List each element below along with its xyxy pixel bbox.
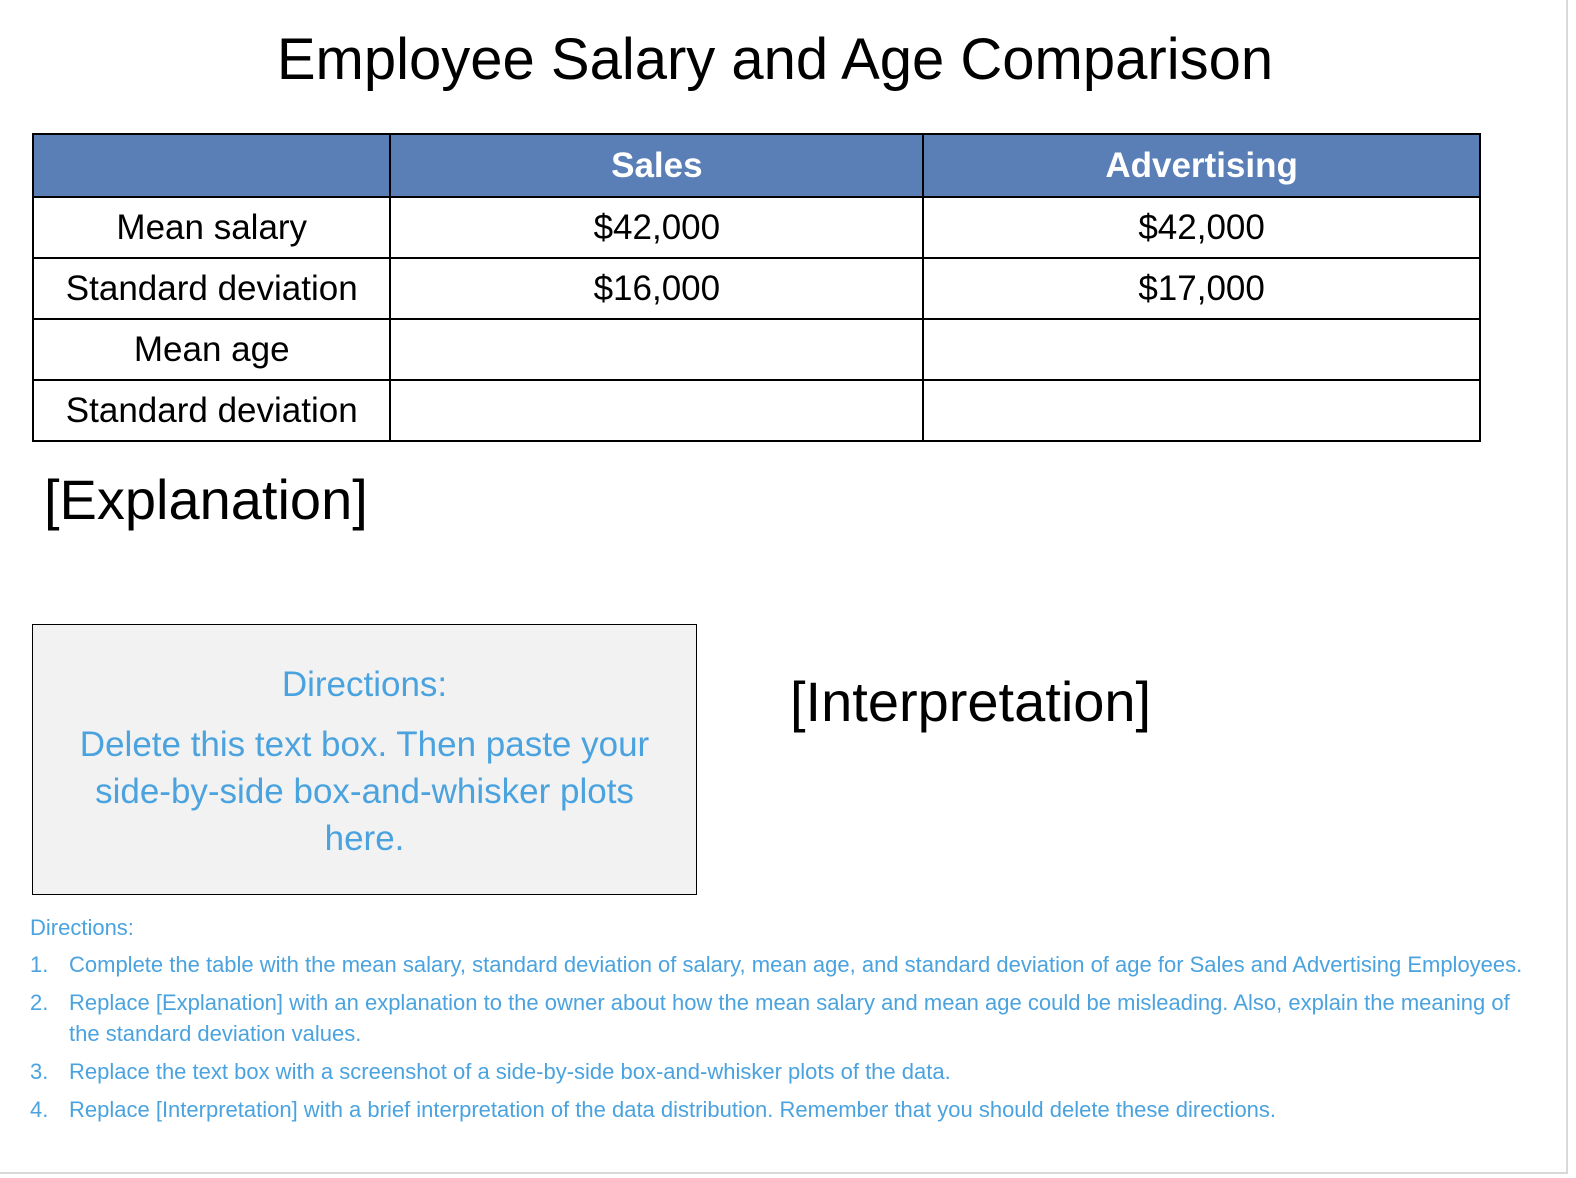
directions-heading: Directions: xyxy=(30,915,134,940)
interpretation-placeholder[interactable]: [Interpretation] xyxy=(790,670,1152,733)
directions-text-box[interactable] xyxy=(32,624,697,895)
table-header-row xyxy=(33,134,1480,197)
header-cell-advertising[interactable]: Advertising xyxy=(923,134,1480,197)
list-item-text: Complete the table with the mean salary, standard deviation of salary, mean age, and standard deviation of age for Sales and Advertising Employees. xyxy=(69,952,1523,977)
list-item-number: 2. xyxy=(30,990,49,1015)
list-item xyxy=(30,987,1530,1049)
table-row xyxy=(33,197,1480,258)
cell-sales-mean-salary[interactable]: $42,000 xyxy=(390,197,923,258)
list-item xyxy=(30,1056,1530,1087)
header-cell-empty[interactable] xyxy=(33,134,390,197)
cell-sales-age-std-dev[interactable] xyxy=(390,380,923,441)
list-item-number: 3. xyxy=(30,1059,49,1084)
cell-advertising-mean-age[interactable] xyxy=(923,319,1480,380)
cell-advertising-age-std-dev[interactable] xyxy=(923,380,1480,441)
header-cell-sales[interactable]: Sales xyxy=(390,134,923,197)
text-box-heading: Directions: xyxy=(281,665,448,704)
row-label-mean-age[interactable]: Mean age xyxy=(33,319,390,380)
list-item-text: Replace [Explanation] with an explanation to the owner about how the mean salary and mean age could be misleading. Also, explain the meaning of the standard deviation values. xyxy=(69,990,1510,1046)
text-box-body: Delete this text box. Then paste your side-by-side box-and-whisker plots here. xyxy=(79,725,650,858)
table-row xyxy=(33,319,1480,380)
row-label-mean-salary[interactable]: Mean salary xyxy=(33,197,390,258)
comparison-table[interactable] xyxy=(32,133,1481,442)
list-item xyxy=(30,1094,1530,1125)
cell-sales-salary-std-dev[interactable]: $16,000 xyxy=(390,258,923,319)
list-item xyxy=(30,949,1530,980)
table-row xyxy=(33,380,1480,441)
list-item-number: 1. xyxy=(30,952,49,977)
explanation-placeholder[interactable]: [Explanation] xyxy=(44,468,368,531)
cell-advertising-salary-std-dev[interactable]: $17,000 xyxy=(923,258,1480,319)
slide-title[interactable]: Employee Salary and Age Comparison xyxy=(276,27,1274,92)
list-item-text: Replace [Interpretation] with a brief interpretation of the data distribution. Remember that you should delete these directions. xyxy=(69,1097,1277,1122)
cell-advertising-mean-salary[interactable]: $42,000 xyxy=(923,197,1480,258)
directions-notes[interactable] xyxy=(30,912,1530,1132)
row-label-salary-std-dev[interactable]: Standard deviation xyxy=(33,258,390,319)
list-item-text: Replace the text box with a screenshot of a side-by-side box-and-whisker plots of the data. xyxy=(69,1059,951,1084)
table-row xyxy=(33,258,1480,319)
row-label-age-std-dev[interactable]: Standard deviation xyxy=(33,380,390,441)
directions-list xyxy=(30,949,1530,1125)
cell-sales-mean-age[interactable] xyxy=(390,319,923,380)
list-item-number: 4. xyxy=(30,1097,49,1122)
